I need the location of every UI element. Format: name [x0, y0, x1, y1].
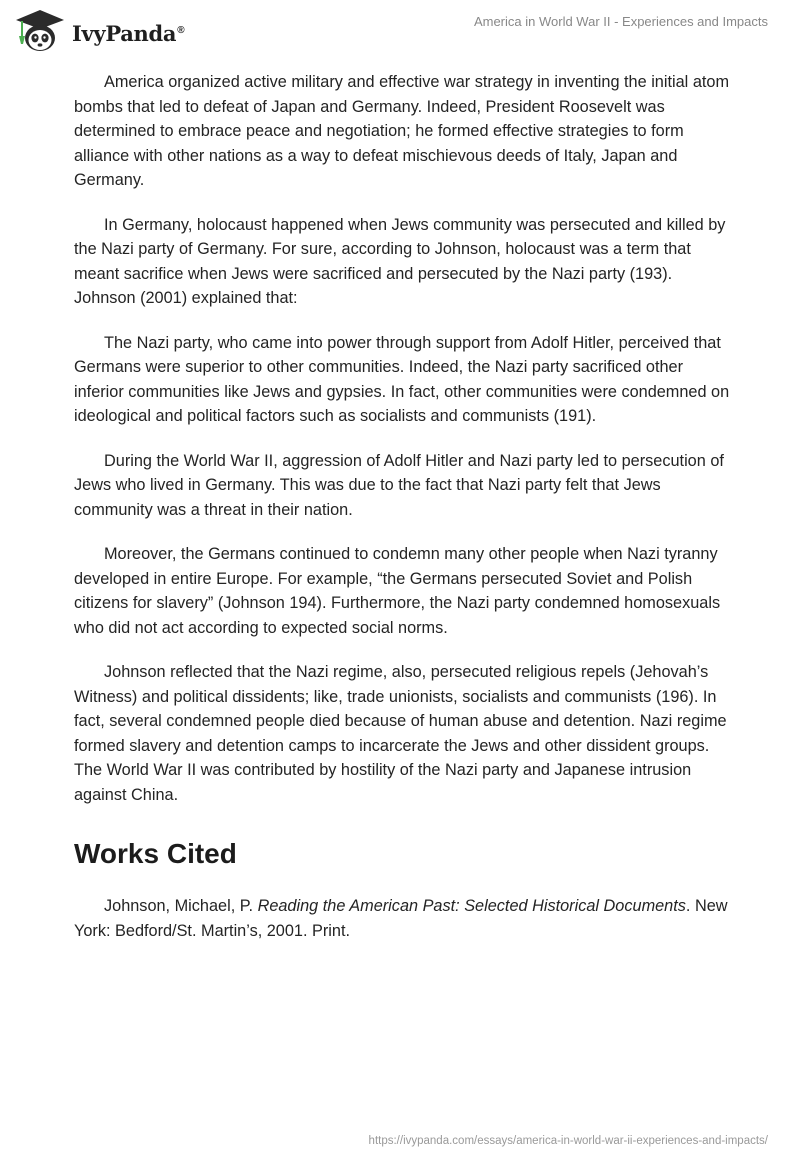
block-quote-paragraph: The Nazi party, who came into power through support from Adolf Hitler, perceived that Germans were superior to other communities. Indeed, the Nazi party sacrificed other inferior communities like Jews and gypsies. In fact, other communities were condemned on ideological and political factors such as socialists and communists (191).: [74, 333, 730, 425]
paragraph: Johnson reflected that the Nazi regime, also, persecuted religious repels (Jehovah’s Witness) and political dissidents; like, trade unionists, socialists and communists (196). In fact, several condemned people died because of human abuse and detention. Nazi regime formed slavery and detention camps to incarcerate the Jews and other dissident groups. The World War II was contributed by hostility of the Nazi party and Japanese intrusion against China.: [74, 663, 727, 804]
essay-body: [74, 70, 734, 963]
citation-entry: [74, 894, 734, 943]
graduation-cap-panda-icon: [14, 8, 66, 54]
citation-publication: . New York: Bedford/St. Martin’s, 2001. Print.: [74, 897, 728, 940]
source-url[interactable]: https://ivypanda.com/essays/america-in-world-war-ii-experiences-and-impacts/: [368, 1135, 768, 1147]
paragraph: During the World War II, aggression of Adolf Hitler and Nazi party led to persecution of Jews who lived in Germany. This was due to the fact that Nazi party felt that Jews community was a threat in their nation.: [74, 451, 724, 519]
brand-name: IvyPanda®: [72, 20, 185, 46]
paragraph: In Germany, holocaust happened when Jews community was persecuted and killed by the Nazi party of Germany. For sure, according to Johnson, holocaust was a term that meant sacrifice when Jews were sacrificed and persecuted by the Nazi party (193). Johnson (2001) explained that:: [74, 215, 726, 307]
page-header: [0, 0, 800, 60]
registered-mark: ®: [177, 24, 185, 36]
citation-title: Reading the American Past: Selected Historical Documents: [257, 897, 686, 915]
citation-author: Johnson, Michael, P.: [104, 897, 258, 915]
ivypanda-logo[interactable]: [14, 8, 184, 54]
paragraph: Moreover, the Germans continued to condemn many other people when Nazi tyranny developed in entire Europe. For example, “the Germans persecuted Soviet and Polish citizens for slavery” (Johnson 194). Furthermore, the Nazi party condemned homosexuals who did not act according to expected social norms.: [74, 545, 721, 637]
document-title: America in World War II - Experiences and Impacts: [473, 14, 768, 29]
paragraph: America organized active military and effective war strategy in inventing the initial atom bombs that led to defeat of Japan and Germany. Indeed, President Roosevelt was determined to embrace peace and negotiation; he formed effective strategies to form alliance with other nations as a way to defeat mischievous deeds of Italy, Japan and Germany.: [74, 73, 730, 189]
works-cited-heading: Works Cited: [74, 838, 237, 869]
